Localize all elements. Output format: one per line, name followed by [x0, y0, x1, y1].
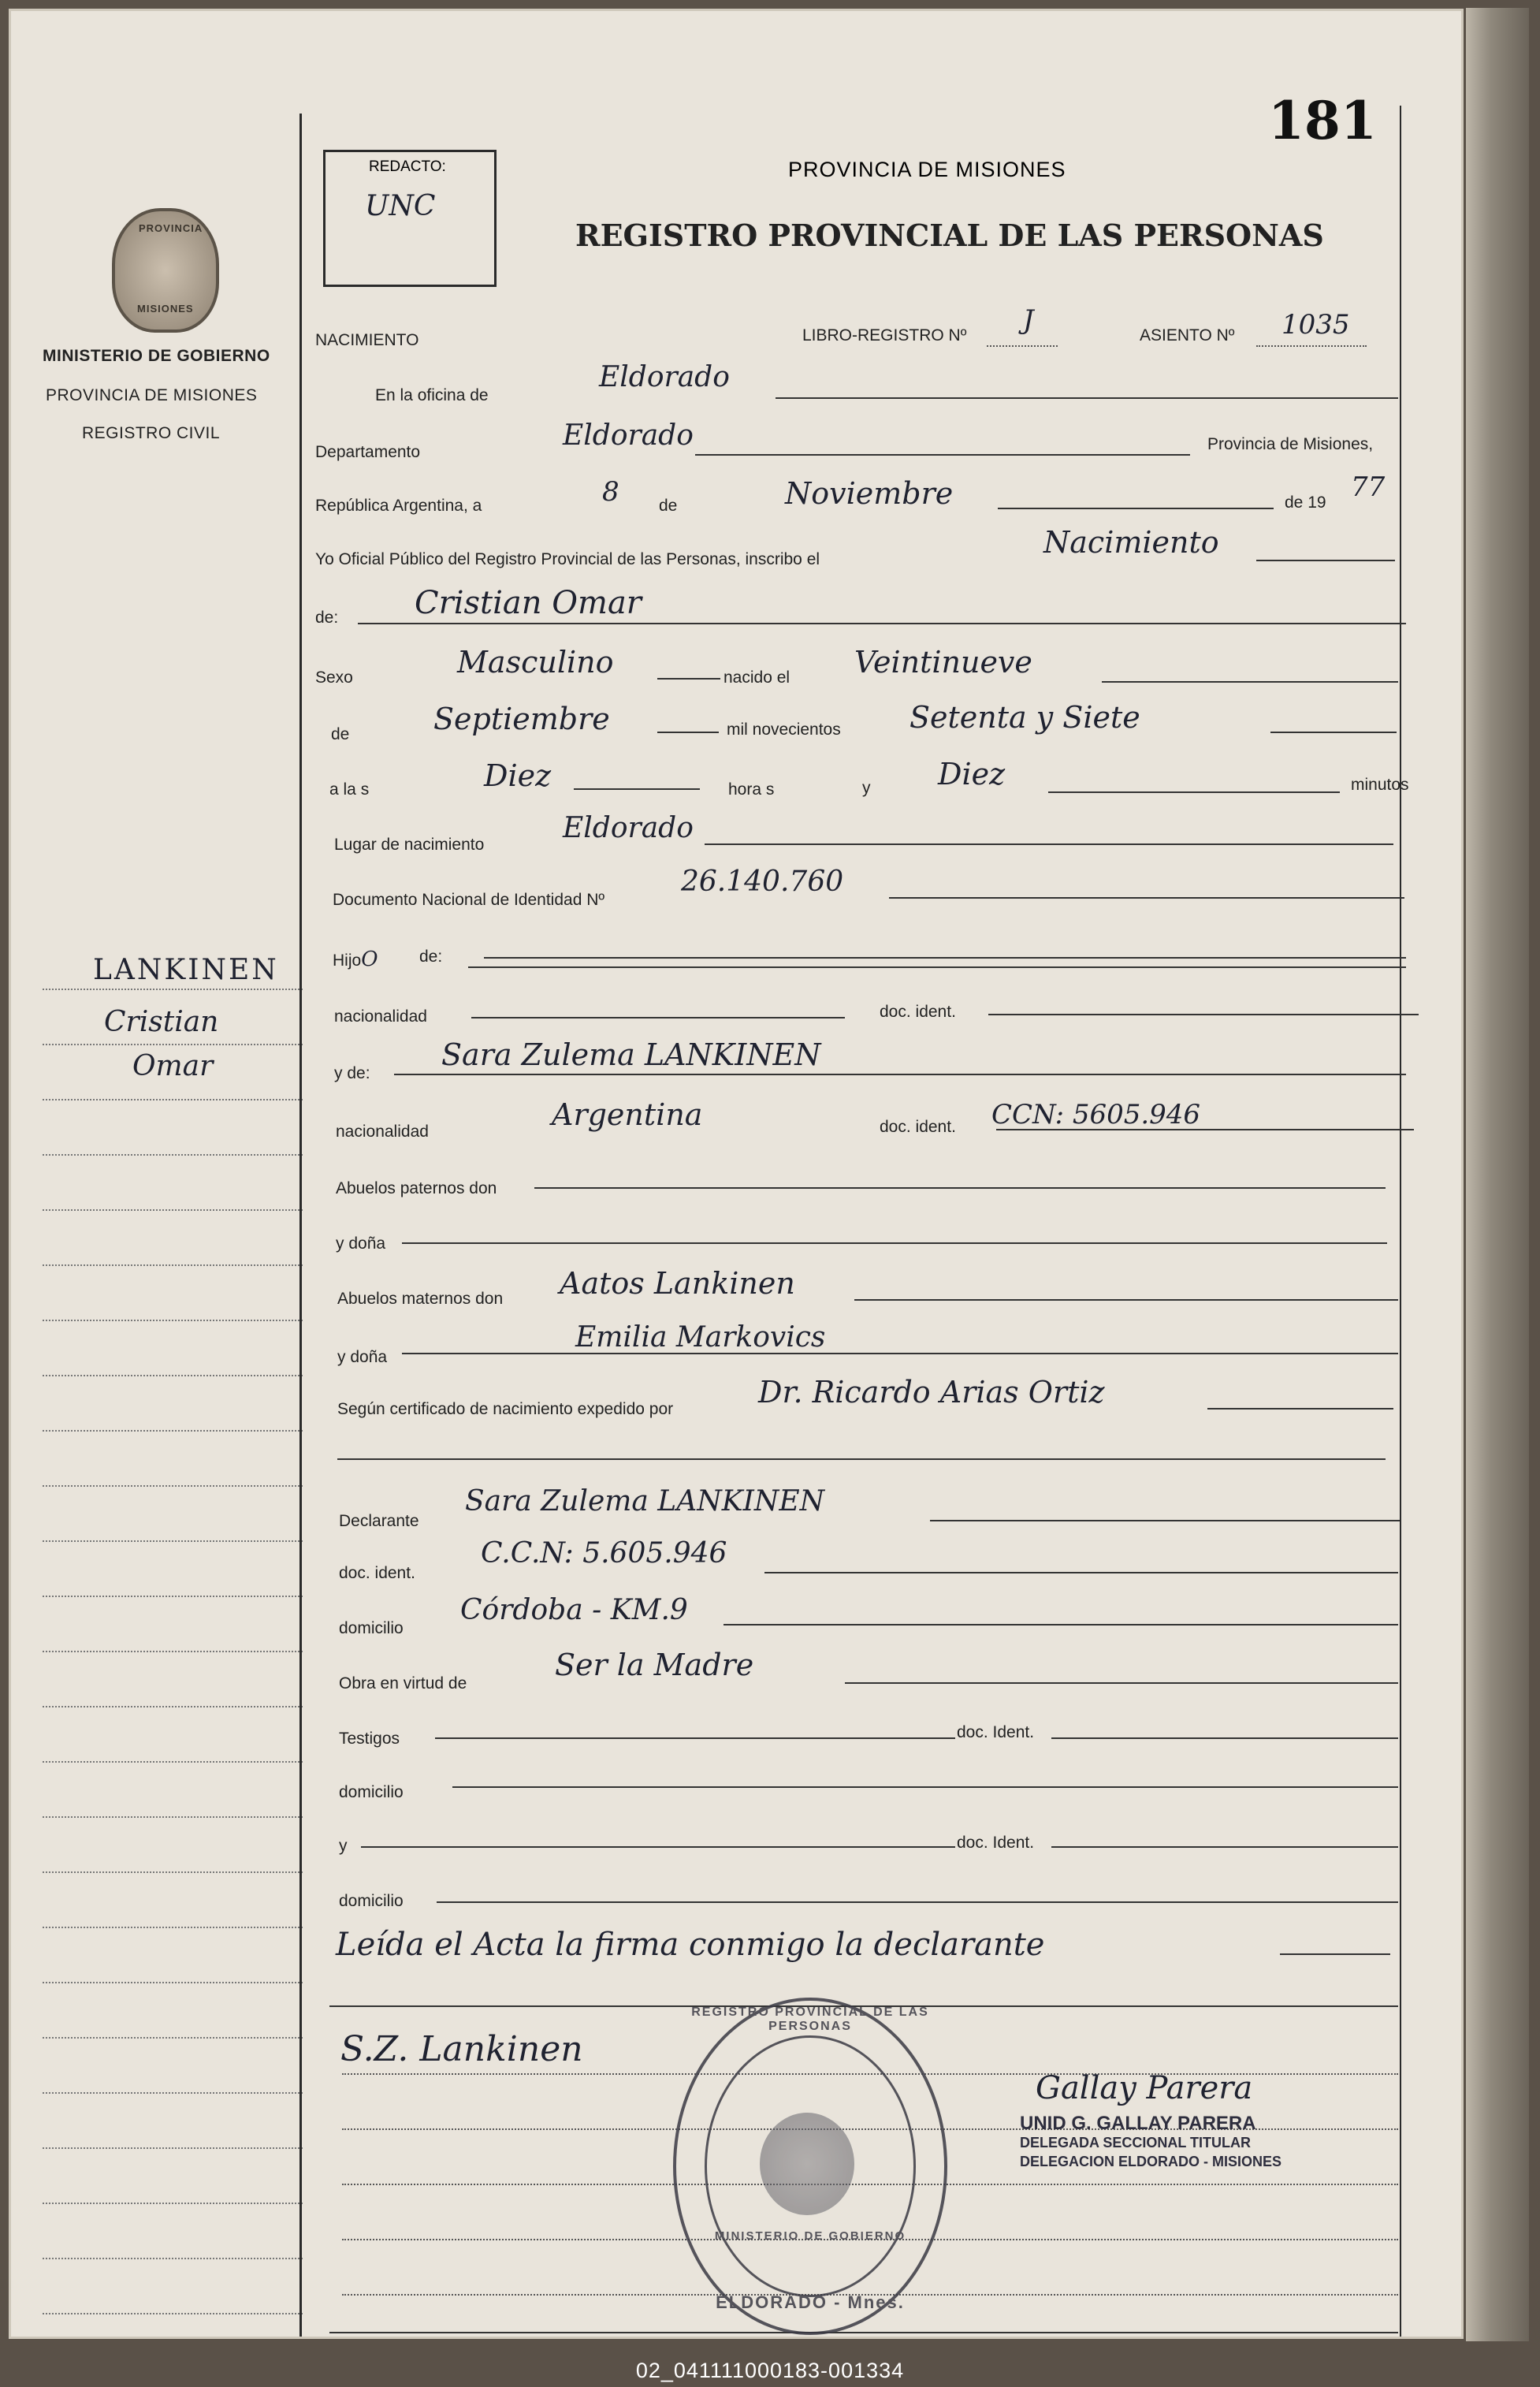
inscribo-value: Nacimiento	[1043, 525, 1219, 560]
page-edge	[1466, 8, 1529, 2341]
margin-line	[43, 1706, 303, 1707]
sexo-value: Masculino	[457, 645, 614, 680]
y-dona-label: y doña	[336, 1234, 386, 1253]
stamp-title: DELEGADA SECCIONAL TITULAR	[1020, 2135, 1252, 2151]
anio-nac-value: Setenta y Siete	[909, 700, 1140, 735]
libro-value: J	[1023, 304, 1034, 336]
asiento-label: ASIENTO Nº	[1140, 326, 1235, 344]
margin-line	[43, 1761, 303, 1763]
oficial-signature: Gallay Parera	[1036, 2070, 1253, 2106]
margin-name2: Omar	[132, 1050, 214, 1082]
testigos-label: Testigos	[339, 1730, 400, 1748]
redacto-box	[323, 150, 497, 287]
margin-line	[43, 2313, 303, 2314]
y2-label: y	[339, 1837, 348, 1855]
declarante-label: Declarante	[339, 1512, 419, 1530]
nacionalidad2-label: nacionalidad	[336, 1123, 429, 1141]
de3-label: de	[331, 725, 350, 743]
margin-line	[43, 2037, 303, 2039]
nacionalidad2-value: Argentina	[552, 1097, 703, 1132]
domicilio-value: Córdoba - KM.9	[460, 1594, 688, 1626]
y-dona2-label: y doña	[337, 1348, 388, 1366]
seal-bottom-text: ELDORADO - Mnes.	[716, 2292, 905, 2312]
margin-line	[43, 1320, 303, 1321]
page-number: 181	[1268, 90, 1377, 151]
doc-ident2-label: doc. ident.	[339, 1564, 415, 1582]
registry-seal	[673, 1998, 947, 2335]
hijo-label: HijoO	[333, 948, 378, 971]
mes-value: Noviembre	[785, 476, 954, 511]
hijo-de-label: de:	[419, 948, 443, 966]
dni-value: 26.140.760	[681, 866, 844, 898]
nombre-value: Cristian Omar	[415, 585, 642, 621]
nacido-value: Veintinueve	[854, 645, 1032, 680]
departamento-value: Eldorado	[563, 419, 694, 452]
departamento-label: Departamento	[315, 443, 421, 461]
redacto-value: UNC	[365, 190, 436, 222]
mil-label: mil novecientos	[727, 721, 841, 739]
footer-code: 02_041111000183-001334	[635, 2359, 905, 2382]
madre-value: Sara Zulema LANKINEN	[441, 1037, 821, 1072]
de-label: de	[659, 497, 678, 515]
margin-line	[43, 1430, 303, 1432]
y-label: y	[862, 779, 871, 797]
stamp-office: DELEGACION ELDORADO - MISIONES	[1020, 2154, 1282, 2169]
shield-bottom-text: MISIONES	[137, 303, 194, 315]
margin-line	[43, 1044, 303, 1045]
header-registro: REGISTRO PROVINCIAL DE LAS PERSONAS	[575, 218, 1324, 253]
margin-line	[43, 989, 303, 990]
inscribo-label: Yo Oficial Público del Registro Provincial de las Personas, inscribo el	[315, 550, 820, 568]
seal-middle-text: MINISTERIO DE GOBIERNO	[714, 2229, 906, 2243]
ala-label: a la s	[329, 780, 370, 799]
margin-name1: Cristian	[104, 1006, 219, 1038]
margin-line	[43, 2092, 303, 2094]
margin-line	[43, 1154, 303, 1156]
abuelo-mat-value: Aatos Lankinen	[560, 1266, 795, 1301]
oficina-label: En la oficina de	[375, 386, 489, 404]
margin-line	[43, 1651, 303, 1652]
hora-value: Diez	[484, 758, 552, 793]
official-stamp	[1020, 2114, 1281, 2171]
redacto-label: REDACTO:	[369, 158, 446, 175]
margin-line	[43, 1209, 303, 1211]
mes-nac-value: Septiembre	[433, 702, 610, 736]
lugar-value: Eldorado	[563, 812, 694, 844]
margin-line	[43, 1927, 303, 1928]
domicilio-label: domicilio	[339, 1619, 404, 1637]
stamp-name: UNID G. GALLAY PARERA	[1020, 2113, 1256, 2134]
margin-line	[43, 1596, 303, 1597]
doc-ident-label: doc. ident.	[880, 1003, 956, 1021]
margin-line	[43, 2258, 303, 2259]
doc-ident3-label: doc. Ident.	[957, 1723, 1035, 1741]
margin-line	[43, 1540, 303, 1542]
margin-surname: LANKINEN	[93, 954, 279, 986]
oficina-value: Eldorado	[599, 361, 730, 393]
provincia-label: PROVINCIA DE MISIONES	[46, 386, 258, 404]
margin-line	[43, 1871, 303, 1873]
nacionalidad-label: nacionalidad	[334, 1007, 427, 1026]
horas-label: hora s	[728, 780, 775, 799]
margin-line	[43, 2203, 303, 2204]
domicilio3-label: domicilio	[339, 1892, 404, 1910]
margin-line	[43, 1099, 303, 1100]
obra-value: Ser la Madre	[555, 1648, 754, 1682]
de19-label: de 19	[1285, 493, 1326, 512]
obra-label: Obra en virtud de	[339, 1674, 467, 1692]
seal-top-text: REGISTRO PROVINCIAL DE LAS PERSONAS	[691, 2005, 929, 2033]
document-page	[11, 11, 1461, 2337]
margin-line	[43, 2147, 303, 2149]
declarante-signature: S.Z. Lankinen	[340, 2029, 583, 2069]
margin-line	[43, 1982, 303, 1983]
anio-value: 77	[1351, 471, 1386, 503]
doc-madre-value: CCN: 5605.946	[991, 1099, 1201, 1130]
asiento-value: 1035	[1281, 309, 1350, 341]
margin-line	[43, 1485, 303, 1487]
minutos-value: Diez	[938, 757, 1006, 791]
abuela-mat-value: Emilia Markovics	[575, 1321, 826, 1354]
margin-line	[43, 1375, 303, 1376]
libro-label: LIBRO-REGISTRO Nº	[802, 326, 967, 344]
abuelos-pat-label: Abuelos paternos don	[336, 1179, 497, 1197]
republica-label: República Argentina, a	[315, 497, 482, 515]
sexo-label: Sexo	[315, 668, 353, 687]
registro-civil-label: REGISTRO CIVIL	[82, 424, 221, 442]
provincia-suffix: Provincia de Misiones,	[1207, 435, 1374, 453]
right-rule	[1400, 106, 1401, 2337]
certificado-value: Dr. Ricardo Arias Ortiz	[758, 1375, 1105, 1409]
y-de-label: y de:	[334, 1064, 370, 1082]
de2-label: de:	[315, 609, 339, 627]
declarante-value: Sara Zulema LANKINEN	[465, 1485, 825, 1517]
nacido-label: nacido el	[724, 668, 790, 687]
doc-ident4-label: doc. Ident.	[957, 1834, 1035, 1852]
margin-line	[43, 1264, 303, 1266]
dia-value: 8	[602, 476, 619, 508]
certificado-label: Según certificado de nacimiento expedido por	[337, 1400, 674, 1418]
domicilio2-label: domicilio	[339, 1783, 404, 1801]
abuelos-mat-label: Abuelos maternos don	[337, 1290, 504, 1308]
dni-label: Documento Nacional de Identidad Nº	[333, 891, 605, 909]
nacimiento-label: NACIMIENTO	[315, 331, 419, 349]
leida-value: Leída el Acta la firma conmigo la declarante	[336, 1927, 1045, 1963]
header-provincia: PROVINCIA DE MISIONES	[788, 158, 1066, 181]
lugar-label: Lugar de nacimiento	[334, 836, 485, 854]
minutos-label: minutos	[1351, 776, 1409, 794]
doc-declarante-value: C.C.N: 5.605.946	[481, 1537, 727, 1570]
provincial-shield-icon	[112, 208, 219, 333]
margin-rule	[299, 114, 302, 2337]
margin-line	[43, 1816, 303, 1818]
shield-top-text: PROVINCIA	[139, 222, 203, 234]
ministerio-label: MINISTERIO DE GOBIERNO	[43, 347, 270, 365]
doc-ident-madre-label: doc. ident.	[880, 1118, 956, 1136]
